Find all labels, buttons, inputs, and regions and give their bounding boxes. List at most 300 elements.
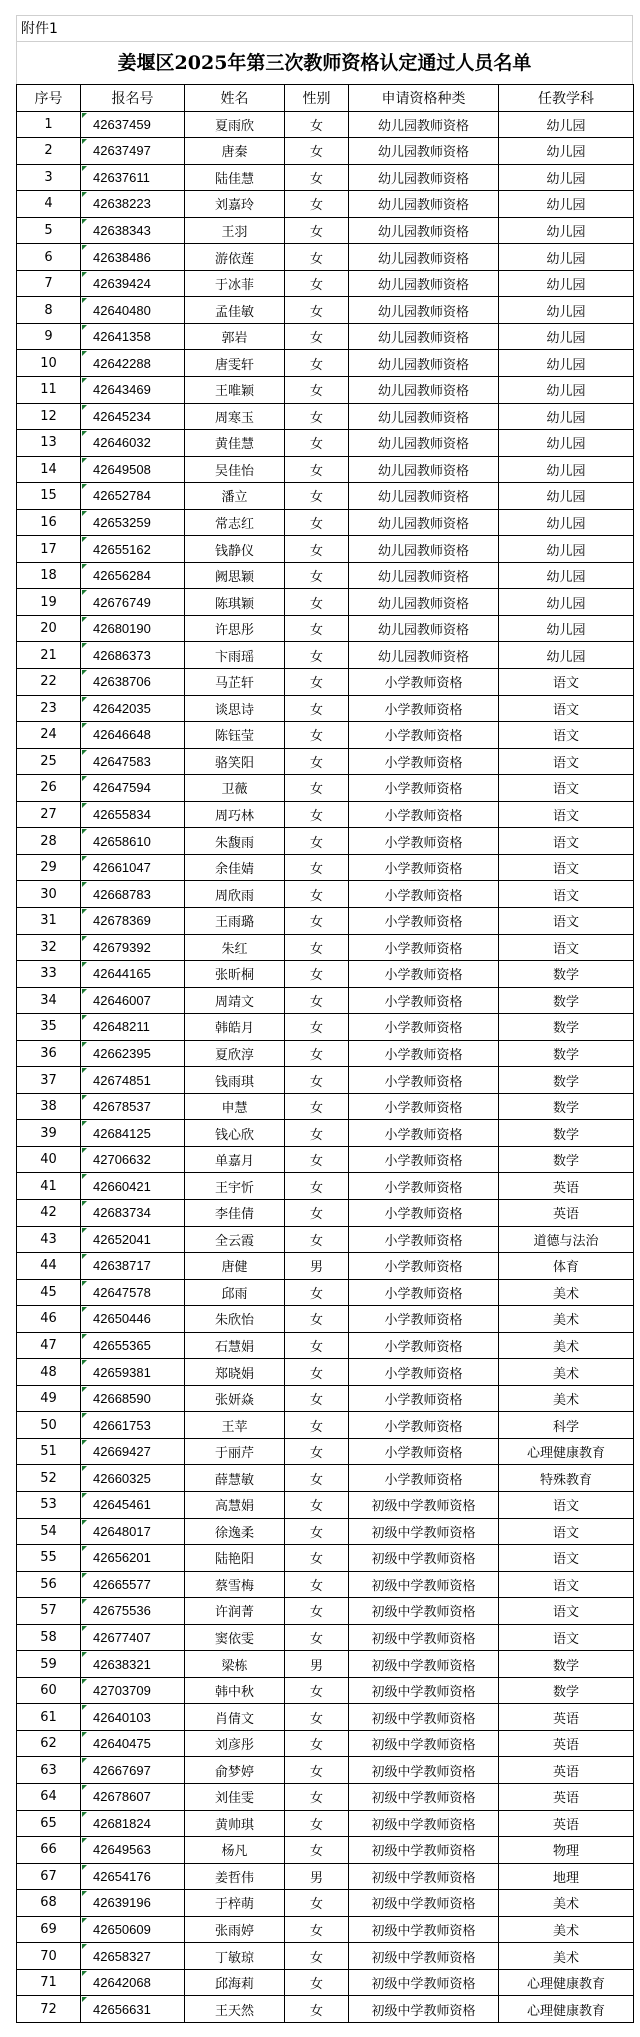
cell-qualification-type: 初级中学教师资格 bbox=[349, 1916, 499, 1943]
table-row bbox=[17, 323, 634, 350]
cell-name: 潘立 bbox=[185, 483, 285, 510]
cell-name: 夏雨欣 bbox=[185, 111, 285, 138]
cell-index: 31 bbox=[17, 907, 81, 934]
cell-name: 许润菁 bbox=[185, 1598, 285, 1625]
cell-registration-no: 42652041 bbox=[81, 1226, 185, 1253]
cell-registration-no: 42637497 bbox=[81, 138, 185, 165]
cell-index: 68 bbox=[17, 1890, 81, 1917]
cell-gender: 女 bbox=[285, 1067, 349, 1094]
cell-name: 申慧 bbox=[185, 1093, 285, 1120]
table-row bbox=[17, 1651, 634, 1678]
cell-subject: 美术 bbox=[499, 1943, 634, 1970]
cell-subject: 地理 bbox=[499, 1863, 634, 1890]
cell-index: 61 bbox=[17, 1704, 81, 1731]
cell-name: 窦依雯 bbox=[185, 1624, 285, 1651]
cell-gender: 女 bbox=[285, 1810, 349, 1837]
cell-name: 钱静仪 bbox=[185, 536, 285, 563]
table-row bbox=[17, 695, 634, 722]
cell-index: 34 bbox=[17, 987, 81, 1014]
cell-gender: 女 bbox=[285, 111, 349, 138]
cell-qualification-type: 小学教师资格 bbox=[349, 1412, 499, 1439]
cell-gender: 女 bbox=[285, 615, 349, 642]
cell-gender: 女 bbox=[285, 1199, 349, 1226]
cell-name: 邱雨 bbox=[185, 1279, 285, 1306]
cell-registration-no: 42643469 bbox=[81, 377, 185, 404]
cell-index: 46 bbox=[17, 1306, 81, 1333]
cell-subject: 语文 bbox=[499, 748, 634, 775]
cell-registration-no: 42638706 bbox=[81, 669, 185, 696]
cell-qualification-type: 初级中学教师资格 bbox=[349, 1624, 499, 1651]
cell-index: 57 bbox=[17, 1598, 81, 1625]
cell-name: 郑晓娟 bbox=[185, 1359, 285, 1386]
cell-gender: 女 bbox=[285, 1704, 349, 1731]
cell-gender: 女 bbox=[285, 536, 349, 563]
cell-subject: 美术 bbox=[499, 1279, 634, 1306]
cell-qualification-type: 初级中学教师资格 bbox=[349, 1677, 499, 1704]
cell-registration-no: 42675536 bbox=[81, 1598, 185, 1625]
cell-subject: 语文 bbox=[499, 695, 634, 722]
table-row bbox=[17, 456, 634, 483]
cell-index: 25 bbox=[17, 748, 81, 775]
cell-name: 刘佳雯 bbox=[185, 1784, 285, 1811]
cell-qualification-type: 小学教师资格 bbox=[349, 1385, 499, 1412]
cell-registration-no: 42665577 bbox=[81, 1571, 185, 1598]
cell-qualification-type: 小学教师资格 bbox=[349, 748, 499, 775]
table-row bbox=[17, 1199, 634, 1226]
cell-name: 刘彦彤 bbox=[185, 1730, 285, 1757]
cell-index: 33 bbox=[17, 961, 81, 988]
header-row bbox=[17, 85, 634, 112]
cell-subject: 体育 bbox=[499, 1253, 634, 1280]
cell-name: 张妍焱 bbox=[185, 1385, 285, 1412]
cell-subject: 语文 bbox=[499, 1545, 634, 1572]
cell-subject: 英语 bbox=[499, 1784, 634, 1811]
table-row bbox=[17, 191, 634, 218]
cell-gender: 女 bbox=[285, 1279, 349, 1306]
cell-qualification-type: 初级中学教师资格 bbox=[349, 1969, 499, 1996]
cell-name: 卫薇 bbox=[185, 775, 285, 802]
cell-gender: 女 bbox=[285, 1359, 349, 1386]
cell-name: 唐秦 bbox=[185, 138, 285, 165]
table-row bbox=[17, 1518, 634, 1545]
cell-qualification-type: 小学教师资格 bbox=[349, 907, 499, 934]
cell-index: 28 bbox=[17, 828, 81, 855]
cell-index: 18 bbox=[17, 562, 81, 589]
table-row bbox=[17, 138, 634, 165]
table-row bbox=[17, 1969, 634, 1996]
cell-gender: 女 bbox=[285, 350, 349, 377]
cell-registration-no: 42638343 bbox=[81, 217, 185, 244]
cell-gender: 女 bbox=[285, 1093, 349, 1120]
cell-qualification-type: 小学教师资格 bbox=[349, 1199, 499, 1226]
table-row bbox=[17, 748, 634, 775]
cell-registration-no: 42642288 bbox=[81, 350, 185, 377]
cell-subject: 心理健康教育 bbox=[499, 1438, 634, 1465]
cell-name: 黄佳慧 bbox=[185, 430, 285, 457]
cell-name: 俞梦婷 bbox=[185, 1757, 285, 1784]
cell-subject: 数学 bbox=[499, 1093, 634, 1120]
cell-index: 60 bbox=[17, 1677, 81, 1704]
cell-subject: 幼儿园 bbox=[499, 138, 634, 165]
table-row bbox=[17, 722, 634, 749]
cell-qualification-type: 小学教师资格 bbox=[349, 1093, 499, 1120]
cell-qualification-type: 幼儿园教师资格 bbox=[349, 589, 499, 616]
cell-gender: 女 bbox=[285, 483, 349, 510]
cell-qualification-type: 小学教师资格 bbox=[349, 961, 499, 988]
cell-gender: 女 bbox=[285, 1757, 349, 1784]
cell-name: 唐雯轩 bbox=[185, 350, 285, 377]
cell-gender: 女 bbox=[285, 1890, 349, 1917]
cell-registration-no: 42637611 bbox=[81, 164, 185, 191]
table-row bbox=[17, 1784, 634, 1811]
cell-qualification-type: 小学教师资格 bbox=[349, 1040, 499, 1067]
cell-gender: 女 bbox=[285, 881, 349, 908]
cell-index: 19 bbox=[17, 589, 81, 616]
cell-name: 钱心欣 bbox=[185, 1120, 285, 1147]
cell-subject: 科学 bbox=[499, 1412, 634, 1439]
cell-subject: 语文 bbox=[499, 669, 634, 696]
cell-qualification-type: 初级中学教师资格 bbox=[349, 1863, 499, 1890]
cell-registration-no: 42658327 bbox=[81, 1943, 185, 1970]
cell-index: 51 bbox=[17, 1438, 81, 1465]
table-row bbox=[17, 509, 634, 536]
cell-name: 阙思颖 bbox=[185, 562, 285, 589]
table-row bbox=[17, 430, 634, 457]
cell-qualification-type: 幼儿园教师资格 bbox=[349, 377, 499, 404]
cell-index: 70 bbox=[17, 1943, 81, 1970]
cell-index: 4 bbox=[17, 191, 81, 218]
cell-index: 58 bbox=[17, 1624, 81, 1651]
cell-name: 邱海莉 bbox=[185, 1969, 285, 1996]
cell-subject: 语文 bbox=[499, 828, 634, 855]
cell-registration-no: 42680190 bbox=[81, 615, 185, 642]
cell-registration-no: 42658610 bbox=[81, 828, 185, 855]
cell-qualification-type: 幼儿园教师资格 bbox=[349, 111, 499, 138]
table-row bbox=[17, 244, 634, 271]
table-row bbox=[17, 1704, 634, 1731]
cell-registration-no: 42679392 bbox=[81, 934, 185, 961]
cell-subject: 心理健康教育 bbox=[499, 1969, 634, 1996]
cell-gender: 女 bbox=[285, 748, 349, 775]
cell-qualification-type: 初级中学教师资格 bbox=[349, 1704, 499, 1731]
cell-registration-no: 42655834 bbox=[81, 801, 185, 828]
cell-registration-no: 42645461 bbox=[81, 1491, 185, 1518]
cell-registration-no: 42661047 bbox=[81, 854, 185, 881]
table-row bbox=[17, 1253, 634, 1280]
cell-index: 21 bbox=[17, 642, 81, 669]
cell-subject: 语文 bbox=[499, 775, 634, 802]
cell-registration-no: 42706632 bbox=[81, 1146, 185, 1173]
cell-gender: 女 bbox=[285, 1598, 349, 1625]
cell-gender: 女 bbox=[285, 509, 349, 536]
cell-name: 夏欣淳 bbox=[185, 1040, 285, 1067]
cell-subject: 数学 bbox=[499, 1120, 634, 1147]
cell-subject: 幼儿园 bbox=[499, 217, 634, 244]
cell-gender: 女 bbox=[285, 270, 349, 297]
cell-gender: 女 bbox=[285, 1624, 349, 1651]
cell-qualification-type: 小学教师资格 bbox=[349, 775, 499, 802]
table-row bbox=[17, 377, 634, 404]
cell-name: 丁敏琼 bbox=[185, 1943, 285, 1970]
cell-subject: 语文 bbox=[499, 1598, 634, 1625]
cell-subject: 数学 bbox=[499, 1067, 634, 1094]
cell-qualification-type: 幼儿园教师资格 bbox=[349, 615, 499, 642]
cell-index: 30 bbox=[17, 881, 81, 908]
cell-gender: 女 bbox=[285, 1173, 349, 1200]
cell-gender: 女 bbox=[285, 1491, 349, 1518]
cell-index: 5 bbox=[17, 217, 81, 244]
cell-qualification-type: 幼儿园教师资格 bbox=[349, 138, 499, 165]
cell-gender: 女 bbox=[285, 775, 349, 802]
cell-qualification-type: 初级中学教师资格 bbox=[349, 1651, 499, 1678]
cell-index: 67 bbox=[17, 1863, 81, 1890]
cell-index: 62 bbox=[17, 1730, 81, 1757]
cell-index: 40 bbox=[17, 1146, 81, 1173]
cell-subject: 幼儿园 bbox=[499, 164, 634, 191]
cell-gender: 女 bbox=[285, 934, 349, 961]
cell-index: 27 bbox=[17, 801, 81, 828]
cell-qualification-type: 幼儿园教师资格 bbox=[349, 217, 499, 244]
cell-name: 王苹 bbox=[185, 1412, 285, 1439]
cell-gender: 女 bbox=[285, 1146, 349, 1173]
cell-qualification-type: 幼儿园教师资格 bbox=[349, 430, 499, 457]
cell-qualification-type: 小学教师资格 bbox=[349, 1067, 499, 1094]
cell-subject: 数学 bbox=[499, 1677, 634, 1704]
table-row bbox=[17, 1757, 634, 1784]
cell-subject: 数学 bbox=[499, 1651, 634, 1678]
cell-gender: 女 bbox=[285, 987, 349, 1014]
cell-registration-no: 42644165 bbox=[81, 961, 185, 988]
cell-registration-no: 42647583 bbox=[81, 748, 185, 775]
cell-registration-no: 42649508 bbox=[81, 456, 185, 483]
cell-registration-no: 42639424 bbox=[81, 270, 185, 297]
cell-gender: 女 bbox=[285, 1571, 349, 1598]
table-row bbox=[17, 934, 634, 961]
cell-gender: 女 bbox=[285, 669, 349, 696]
cell-registration-no: 42646032 bbox=[81, 430, 185, 457]
cell-name: 姜哲伟 bbox=[185, 1863, 285, 1890]
cell-gender: 女 bbox=[285, 1226, 349, 1253]
table-row bbox=[17, 1491, 634, 1518]
cell-registration-no: 42677407 bbox=[81, 1624, 185, 1651]
cell-gender: 女 bbox=[285, 1969, 349, 1996]
cell-subject: 美术 bbox=[499, 1306, 634, 1333]
cell-registration-no: 42646007 bbox=[81, 987, 185, 1014]
cell-registration-no: 42648211 bbox=[81, 1014, 185, 1041]
cell-index: 48 bbox=[17, 1359, 81, 1386]
table-row bbox=[17, 1810, 634, 1837]
cell-qualification-type: 幼儿园教师资格 bbox=[349, 403, 499, 430]
cell-name: 许思彤 bbox=[185, 615, 285, 642]
cell-subject: 幼儿园 bbox=[499, 536, 634, 563]
cell-subject: 语文 bbox=[499, 801, 634, 828]
cell-registration-no: 42656284 bbox=[81, 562, 185, 589]
cell-subject: 数学 bbox=[499, 1146, 634, 1173]
cell-index: 15 bbox=[17, 483, 81, 510]
attachment-label: 附件1 bbox=[16, 15, 633, 41]
cell-gender: 女 bbox=[285, 1014, 349, 1041]
cell-subject: 幼儿园 bbox=[499, 270, 634, 297]
cell-gender: 男 bbox=[285, 1651, 349, 1678]
cell-registration-no: 42678537 bbox=[81, 1093, 185, 1120]
cell-index: 52 bbox=[17, 1465, 81, 1492]
cell-qualification-type: 初级中学教师资格 bbox=[349, 1491, 499, 1518]
cell-index: 50 bbox=[17, 1412, 81, 1439]
cell-subject: 语文 bbox=[499, 722, 634, 749]
table-row bbox=[17, 1996, 634, 2023]
cell-qualification-type: 初级中学教师资格 bbox=[349, 1784, 499, 1811]
cell-index: 47 bbox=[17, 1332, 81, 1359]
cell-registration-no: 42650446 bbox=[81, 1306, 185, 1333]
cell-qualification-type: 初级中学教师资格 bbox=[349, 1730, 499, 1757]
cell-qualification-type: 小学教师资格 bbox=[349, 1465, 499, 1492]
cell-registration-no: 42655162 bbox=[81, 536, 185, 563]
cell-subject: 幼儿园 bbox=[499, 456, 634, 483]
cell-qualification-type: 小学教师资格 bbox=[349, 1438, 499, 1465]
cell-name: 陆佳慧 bbox=[185, 164, 285, 191]
table-row bbox=[17, 1014, 634, 1041]
cell-index: 24 bbox=[17, 722, 81, 749]
cell-index: 72 bbox=[17, 1996, 81, 2023]
cell-registration-no: 42669427 bbox=[81, 1438, 185, 1465]
cell-name: 游依莲 bbox=[185, 244, 285, 271]
cell-subject: 特殊教育 bbox=[499, 1465, 634, 1492]
cell-name: 王雨璐 bbox=[185, 907, 285, 934]
cell-index: 11 bbox=[17, 377, 81, 404]
cell-name: 唐健 bbox=[185, 1253, 285, 1280]
cell-registration-no: 42638223 bbox=[81, 191, 185, 218]
header-index: 序号 bbox=[17, 85, 81, 112]
cell-name: 周巧林 bbox=[185, 801, 285, 828]
cell-name: 全云霞 bbox=[185, 1226, 285, 1253]
table-row bbox=[17, 1067, 634, 1094]
cell-registration-no: 42647594 bbox=[81, 775, 185, 802]
cell-qualification-type: 初级中学教师资格 bbox=[349, 1598, 499, 1625]
table-row bbox=[17, 270, 634, 297]
cell-subject: 美术 bbox=[499, 1359, 634, 1386]
cell-name: 陈琪颖 bbox=[185, 589, 285, 616]
cell-gender: 女 bbox=[285, 854, 349, 881]
cell-index: 45 bbox=[17, 1279, 81, 1306]
cell-subject: 数学 bbox=[499, 987, 634, 1014]
cell-gender: 女 bbox=[285, 164, 349, 191]
table-row bbox=[17, 403, 634, 430]
cell-registration-no: 42637459 bbox=[81, 111, 185, 138]
cell-gender: 男 bbox=[285, 1253, 349, 1280]
roster-table bbox=[16, 84, 634, 2023]
cell-index: 3 bbox=[17, 164, 81, 191]
cell-index: 39 bbox=[17, 1120, 81, 1147]
cell-subject: 英语 bbox=[499, 1730, 634, 1757]
cell-subject: 英语 bbox=[499, 1173, 634, 1200]
cell-subject: 幼儿园 bbox=[499, 350, 634, 377]
cell-qualification-type: 小学教师资格 bbox=[349, 881, 499, 908]
cell-subject: 英语 bbox=[499, 1757, 634, 1784]
cell-subject: 幼儿园 bbox=[499, 589, 634, 616]
cell-registration-no: 42661753 bbox=[81, 1412, 185, 1439]
table-row bbox=[17, 589, 634, 616]
cell-gender: 女 bbox=[285, 801, 349, 828]
cell-qualification-type: 幼儿园教师资格 bbox=[349, 642, 499, 669]
cell-qualification-type: 初级中学教师资格 bbox=[349, 1837, 499, 1864]
cell-name: 韩中秋 bbox=[185, 1677, 285, 1704]
cell-qualification-type: 幼儿园教师资格 bbox=[349, 509, 499, 536]
cell-name: 张昕桐 bbox=[185, 961, 285, 988]
cell-subject: 幼儿园 bbox=[499, 111, 634, 138]
cell-name: 高慧娟 bbox=[185, 1491, 285, 1518]
cell-subject: 道德与法治 bbox=[499, 1226, 634, 1253]
cell-gender: 女 bbox=[285, 1677, 349, 1704]
cell-index: 14 bbox=[17, 456, 81, 483]
cell-name: 余佳婧 bbox=[185, 854, 285, 881]
cell-gender: 女 bbox=[285, 217, 349, 244]
cell-gender: 女 bbox=[285, 1784, 349, 1811]
cell-name: 马芷轩 bbox=[185, 669, 285, 696]
cell-index: 49 bbox=[17, 1385, 81, 1412]
cell-index: 32 bbox=[17, 934, 81, 961]
cell-gender: 女 bbox=[285, 828, 349, 855]
cell-registration-no: 42652784 bbox=[81, 483, 185, 510]
table-row bbox=[17, 1359, 634, 1386]
cell-registration-no: 42659381 bbox=[81, 1359, 185, 1386]
cell-name: 徐逸柔 bbox=[185, 1518, 285, 1545]
cell-index: 35 bbox=[17, 1014, 81, 1041]
cell-registration-no: 42676749 bbox=[81, 589, 185, 616]
cell-index: 65 bbox=[17, 1810, 81, 1837]
cell-name: 杨凡 bbox=[185, 1837, 285, 1864]
cell-qualification-type: 小学教师资格 bbox=[349, 669, 499, 696]
cell-qualification-type: 幼儿园教师资格 bbox=[349, 456, 499, 483]
cell-gender: 女 bbox=[285, 1545, 349, 1572]
cell-index: 2 bbox=[17, 138, 81, 165]
cell-registration-no: 42647578 bbox=[81, 1279, 185, 1306]
cell-subject: 美术 bbox=[499, 1916, 634, 1943]
cell-qualification-type: 幼儿园教师资格 bbox=[349, 270, 499, 297]
table-row bbox=[17, 1093, 634, 1120]
table-row bbox=[17, 1173, 634, 1200]
cell-qualification-type: 幼儿园教师资格 bbox=[349, 297, 499, 324]
table-row bbox=[17, 828, 634, 855]
table-row bbox=[17, 1438, 634, 1465]
cell-name: 孟佳敏 bbox=[185, 297, 285, 324]
cell-gender: 男 bbox=[285, 1863, 349, 1890]
cell-index: 54 bbox=[17, 1518, 81, 1545]
table-row bbox=[17, 1465, 634, 1492]
cell-name: 于梓萌 bbox=[185, 1890, 285, 1917]
cell-subject: 幼儿园 bbox=[499, 483, 634, 510]
cell-subject: 幼儿园 bbox=[499, 403, 634, 430]
cell-qualification-type: 小学教师资格 bbox=[349, 1332, 499, 1359]
table-row bbox=[17, 1146, 634, 1173]
table-row bbox=[17, 1943, 634, 1970]
cell-name: 陆艳阳 bbox=[185, 1545, 285, 1572]
table-row bbox=[17, 217, 634, 244]
cell-name: 钱雨琪 bbox=[185, 1067, 285, 1094]
table-row bbox=[17, 111, 634, 138]
cell-index: 63 bbox=[17, 1757, 81, 1784]
cell-registration-no: 42656631 bbox=[81, 1996, 185, 2023]
cell-name: 石慧娟 bbox=[185, 1332, 285, 1359]
cell-name: 张雨婷 bbox=[185, 1916, 285, 1943]
cell-name: 周寒玉 bbox=[185, 403, 285, 430]
cell-qualification-type: 初级中学教师资格 bbox=[349, 1996, 499, 2023]
cell-registration-no: 42642035 bbox=[81, 695, 185, 722]
cell-gender: 女 bbox=[285, 138, 349, 165]
cell-qualification-type: 幼儿园教师资格 bbox=[349, 350, 499, 377]
cell-name: 陈钰莹 bbox=[185, 722, 285, 749]
cell-registration-no: 42678607 bbox=[81, 1784, 185, 1811]
cell-gender: 女 bbox=[285, 695, 349, 722]
